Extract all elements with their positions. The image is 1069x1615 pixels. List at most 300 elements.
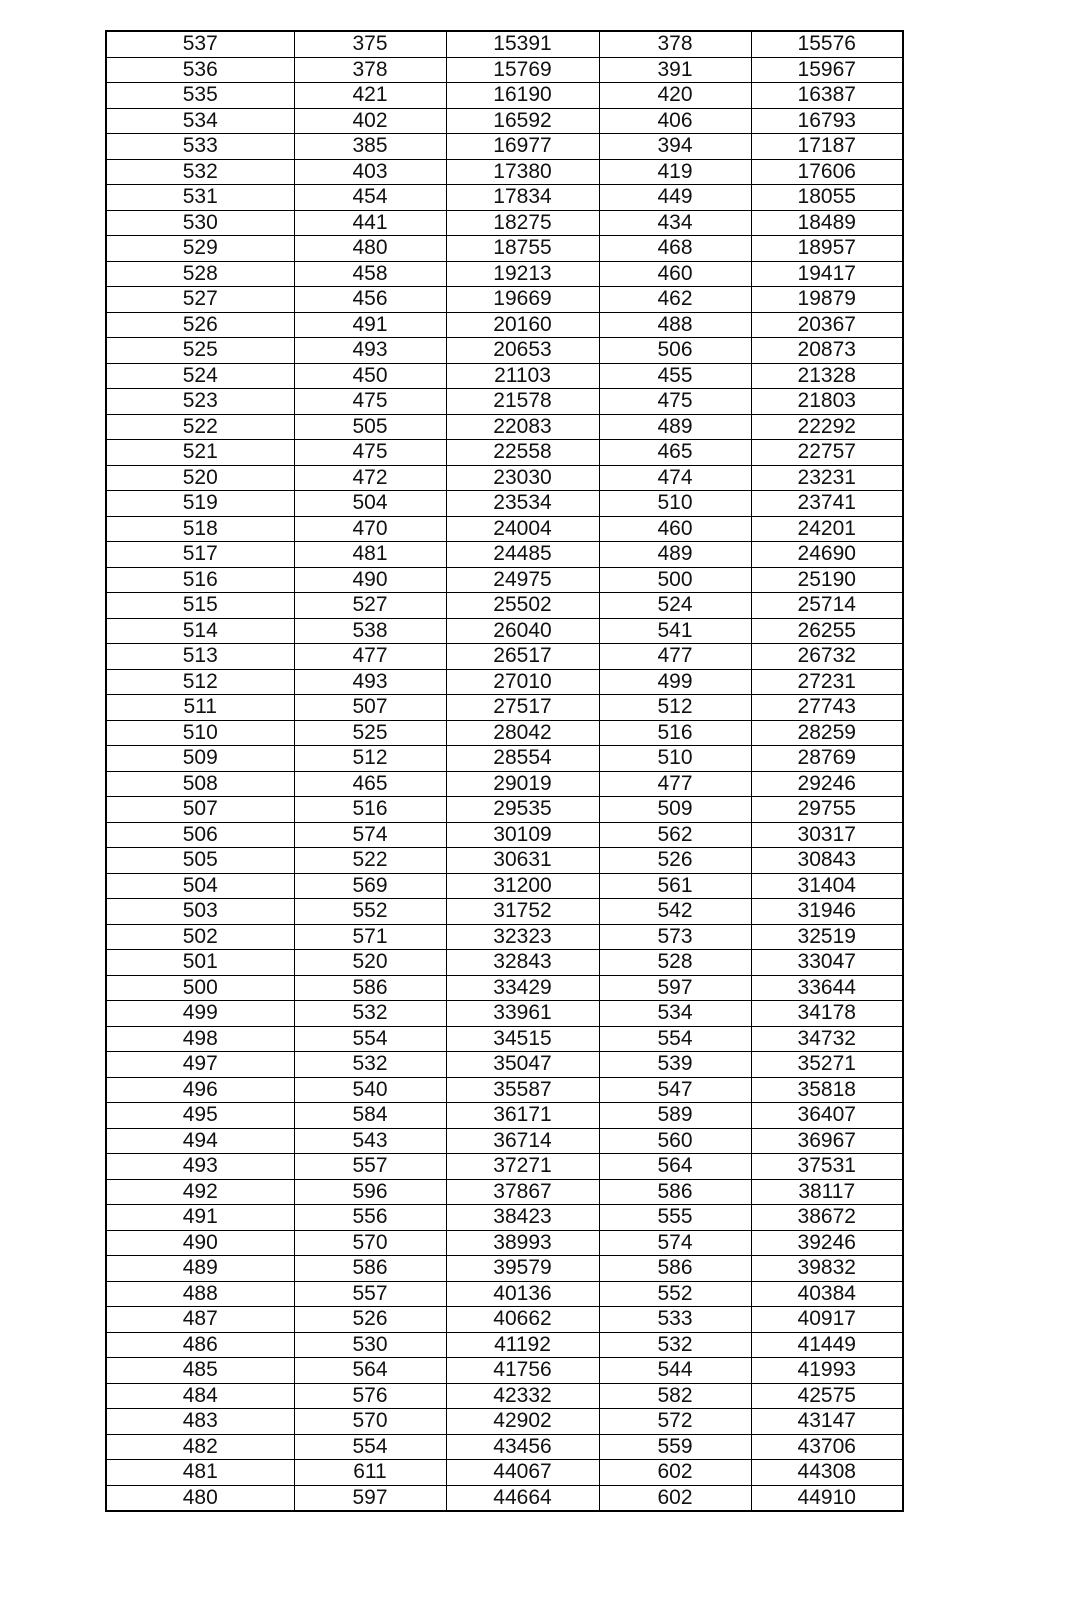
count-a-cell: 557 xyxy=(294,1281,446,1307)
cumulative-a-cell: 23030 xyxy=(446,465,599,491)
table-body xyxy=(106,31,903,1511)
score-cell: 484 xyxy=(106,1383,294,1409)
cumulative-a-cell: 24975 xyxy=(446,567,599,593)
count-b-cell: 465 xyxy=(599,440,751,466)
count-b-cell: 560 xyxy=(599,1128,751,1154)
count-b-cell: 474 xyxy=(599,465,751,491)
count-b-cell: 394 xyxy=(599,134,751,160)
score-cell: 498 xyxy=(106,1026,294,1052)
table-row xyxy=(106,414,903,440)
count-a-cell: 475 xyxy=(294,440,446,466)
cumulative-b-cell: 21803 xyxy=(751,389,903,415)
cumulative-b-cell: 43147 xyxy=(751,1409,903,1435)
count-a-cell: 532 xyxy=(294,1052,446,1078)
count-b-cell: 419 xyxy=(599,159,751,185)
table-row xyxy=(106,210,903,236)
score-cell: 505 xyxy=(106,848,294,874)
cumulative-b-cell: 41449 xyxy=(751,1332,903,1358)
table-row xyxy=(106,771,903,797)
count-b-cell: 510 xyxy=(599,491,751,517)
table-row xyxy=(106,695,903,721)
table-row xyxy=(106,950,903,976)
cumulative-b-cell: 19879 xyxy=(751,287,903,313)
cumulative-b-cell: 29755 xyxy=(751,797,903,823)
score-cell: 530 xyxy=(106,210,294,236)
count-b-cell: 526 xyxy=(599,848,751,874)
score-cell: 481 xyxy=(106,1460,294,1486)
table-row xyxy=(106,899,903,925)
cumulative-a-cell: 35047 xyxy=(446,1052,599,1078)
table-row xyxy=(106,389,903,415)
cumulative-b-cell: 35818 xyxy=(751,1077,903,1103)
count-b-cell: 468 xyxy=(599,236,751,262)
count-a-cell: 570 xyxy=(294,1409,446,1435)
count-a-cell: 516 xyxy=(294,797,446,823)
cumulative-b-cell: 36407 xyxy=(751,1103,903,1129)
count-b-cell: 462 xyxy=(599,287,751,313)
count-a-cell: 480 xyxy=(294,236,446,262)
count-a-cell: 375 xyxy=(294,31,446,57)
count-a-cell: 491 xyxy=(294,312,446,338)
cumulative-a-cell: 17834 xyxy=(446,185,599,211)
count-a-cell: 576 xyxy=(294,1383,446,1409)
score-cell: 512 xyxy=(106,669,294,695)
count-b-cell: 532 xyxy=(599,1332,751,1358)
count-b-cell: 547 xyxy=(599,1077,751,1103)
score-cell: 513 xyxy=(106,644,294,670)
cumulative-a-cell: 36171 xyxy=(446,1103,599,1129)
cumulative-a-cell: 34515 xyxy=(446,1026,599,1052)
count-b-cell: 489 xyxy=(599,542,751,568)
cumulative-b-cell: 40384 xyxy=(751,1281,903,1307)
table-row xyxy=(106,618,903,644)
table-row xyxy=(106,1358,903,1384)
score-cell: 491 xyxy=(106,1205,294,1231)
table-row xyxy=(106,159,903,185)
cumulative-b-cell: 22757 xyxy=(751,440,903,466)
score-cell: 519 xyxy=(106,491,294,517)
cumulative-b-cell: 44910 xyxy=(751,1485,903,1511)
score-cell: 495 xyxy=(106,1103,294,1129)
cumulative-a-cell: 17380 xyxy=(446,159,599,185)
score-cell: 507 xyxy=(106,797,294,823)
cumulative-b-cell: 30843 xyxy=(751,848,903,874)
cumulative-a-cell: 37867 xyxy=(446,1179,599,1205)
score-cell: 504 xyxy=(106,873,294,899)
score-cell: 497 xyxy=(106,1052,294,1078)
cumulative-a-cell: 20653 xyxy=(446,338,599,364)
table-row xyxy=(106,363,903,389)
count-b-cell: 572 xyxy=(599,1409,751,1435)
cumulative-a-cell: 42902 xyxy=(446,1409,599,1435)
table-row xyxy=(106,57,903,83)
table-row xyxy=(106,1179,903,1205)
cumulative-a-cell: 44664 xyxy=(446,1485,599,1511)
count-a-cell: 472 xyxy=(294,465,446,491)
count-b-cell: 512 xyxy=(599,695,751,721)
count-a-cell: 611 xyxy=(294,1460,446,1486)
table-row xyxy=(106,440,903,466)
table-row xyxy=(106,542,903,568)
cumulative-b-cell: 18489 xyxy=(751,210,903,236)
cumulative-b-cell: 43706 xyxy=(751,1434,903,1460)
count-b-cell: 488 xyxy=(599,312,751,338)
cumulative-a-cell: 18755 xyxy=(446,236,599,262)
count-a-cell: 586 xyxy=(294,1256,446,1282)
cumulative-b-cell: 31946 xyxy=(751,899,903,925)
table-row xyxy=(106,516,903,542)
cumulative-a-cell: 44067 xyxy=(446,1460,599,1486)
cumulative-a-cell: 24485 xyxy=(446,542,599,568)
count-a-cell: 526 xyxy=(294,1307,446,1333)
table-row xyxy=(106,1230,903,1256)
table-row xyxy=(106,797,903,823)
count-b-cell: 574 xyxy=(599,1230,751,1256)
count-b-cell: 477 xyxy=(599,644,751,670)
score-cell: 535 xyxy=(106,83,294,109)
score-cell: 536 xyxy=(106,57,294,83)
count-b-cell: 562 xyxy=(599,822,751,848)
count-a-cell: 540 xyxy=(294,1077,446,1103)
table-row xyxy=(106,669,903,695)
score-cell: 502 xyxy=(106,924,294,950)
table-row xyxy=(106,1409,903,1435)
count-b-cell: 552 xyxy=(599,1281,751,1307)
count-a-cell: 574 xyxy=(294,822,446,848)
table-row xyxy=(106,975,903,1001)
cumulative-a-cell: 40136 xyxy=(446,1281,599,1307)
cumulative-b-cell: 24201 xyxy=(751,516,903,542)
count-b-cell: 541 xyxy=(599,618,751,644)
count-a-cell: 596 xyxy=(294,1179,446,1205)
score-cell: 501 xyxy=(106,950,294,976)
count-a-cell: 490 xyxy=(294,567,446,593)
count-a-cell: 470 xyxy=(294,516,446,542)
count-b-cell: 561 xyxy=(599,873,751,899)
cumulative-b-cell: 16793 xyxy=(751,108,903,134)
cumulative-b-cell: 22292 xyxy=(751,414,903,440)
score-cell: 483 xyxy=(106,1409,294,1435)
score-cell: 520 xyxy=(106,465,294,491)
count-a-cell: 477 xyxy=(294,644,446,670)
count-a-cell: 378 xyxy=(294,57,446,83)
table-row xyxy=(106,491,903,517)
cumulative-a-cell: 16190 xyxy=(446,83,599,109)
score-cell: 517 xyxy=(106,542,294,568)
cumulative-b-cell: 41993 xyxy=(751,1358,903,1384)
count-b-cell: 506 xyxy=(599,338,751,364)
table-row xyxy=(106,1256,903,1282)
count-a-cell: 543 xyxy=(294,1128,446,1154)
cumulative-b-cell: 16387 xyxy=(751,83,903,109)
count-b-cell: 597 xyxy=(599,975,751,1001)
score-cell: 508 xyxy=(106,771,294,797)
score-cell: 509 xyxy=(106,746,294,772)
cumulative-b-cell: 18055 xyxy=(751,185,903,211)
cumulative-b-cell: 37531 xyxy=(751,1154,903,1180)
cumulative-a-cell: 26517 xyxy=(446,644,599,670)
count-b-cell: 539 xyxy=(599,1052,751,1078)
table-row xyxy=(106,567,903,593)
score-cell: 500 xyxy=(106,975,294,1001)
cumulative-a-cell: 28554 xyxy=(446,746,599,772)
table-row xyxy=(106,312,903,338)
cumulative-a-cell: 38993 xyxy=(446,1230,599,1256)
cumulative-a-cell: 41192 xyxy=(446,1332,599,1358)
cumulative-a-cell: 31752 xyxy=(446,899,599,925)
score-cell: 537 xyxy=(106,31,294,57)
count-b-cell: 475 xyxy=(599,389,751,415)
table-row xyxy=(106,134,903,160)
count-b-cell: 406 xyxy=(599,108,751,134)
count-a-cell: 385 xyxy=(294,134,446,160)
score-cell: 534 xyxy=(106,108,294,134)
score-cell: 533 xyxy=(106,134,294,160)
score-cell: 485 xyxy=(106,1358,294,1384)
count-b-cell: 534 xyxy=(599,1001,751,1027)
count-b-cell: 533 xyxy=(599,1307,751,1333)
cumulative-a-cell: 16977 xyxy=(446,134,599,160)
count-b-cell: 391 xyxy=(599,57,751,83)
cumulative-a-cell: 19669 xyxy=(446,287,599,313)
table-row xyxy=(106,83,903,109)
count-b-cell: 559 xyxy=(599,1434,751,1460)
table-row xyxy=(106,338,903,364)
cumulative-a-cell: 29535 xyxy=(446,797,599,823)
score-cell: 488 xyxy=(106,1281,294,1307)
score-cell: 522 xyxy=(106,414,294,440)
score-cell: 486 xyxy=(106,1332,294,1358)
cumulative-a-cell: 29019 xyxy=(446,771,599,797)
count-b-cell: 510 xyxy=(599,746,751,772)
score-cell: 518 xyxy=(106,516,294,542)
cumulative-a-cell: 43456 xyxy=(446,1434,599,1460)
score-cell: 514 xyxy=(106,618,294,644)
table-row xyxy=(106,1383,903,1409)
count-b-cell: 449 xyxy=(599,185,751,211)
cumulative-b-cell: 26732 xyxy=(751,644,903,670)
table-row xyxy=(106,1460,903,1486)
cumulative-b-cell: 18957 xyxy=(751,236,903,262)
count-b-cell: 555 xyxy=(599,1205,751,1231)
cumulative-a-cell: 31200 xyxy=(446,873,599,899)
count-b-cell: 489 xyxy=(599,414,751,440)
count-a-cell: 586 xyxy=(294,975,446,1001)
cumulative-a-cell: 36714 xyxy=(446,1128,599,1154)
cumulative-b-cell: 20367 xyxy=(751,312,903,338)
cumulative-a-cell: 21103 xyxy=(446,363,599,389)
table-row xyxy=(106,1026,903,1052)
cumulative-a-cell: 21578 xyxy=(446,389,599,415)
table-row xyxy=(106,644,903,670)
table-row xyxy=(106,1307,903,1333)
table-row xyxy=(106,287,903,313)
cumulative-b-cell: 27743 xyxy=(751,695,903,721)
count-a-cell: 538 xyxy=(294,618,446,644)
count-a-cell: 569 xyxy=(294,873,446,899)
count-a-cell: 520 xyxy=(294,950,446,976)
count-b-cell: 516 xyxy=(599,720,751,746)
cumulative-a-cell: 18275 xyxy=(446,210,599,236)
count-a-cell: 505 xyxy=(294,414,446,440)
cumulative-b-cell: 25190 xyxy=(751,567,903,593)
count-a-cell: 552 xyxy=(294,899,446,925)
count-b-cell: 554 xyxy=(599,1026,751,1052)
count-a-cell: 402 xyxy=(294,108,446,134)
count-a-cell: 465 xyxy=(294,771,446,797)
cumulative-b-cell: 33644 xyxy=(751,975,903,1001)
count-b-cell: 602 xyxy=(599,1460,751,1486)
count-a-cell: 570 xyxy=(294,1230,446,1256)
count-a-cell: 584 xyxy=(294,1103,446,1129)
table-row xyxy=(106,720,903,746)
cumulative-b-cell: 29246 xyxy=(751,771,903,797)
table-row xyxy=(106,746,903,772)
table-row xyxy=(106,185,903,211)
score-cell: 528 xyxy=(106,261,294,287)
score-cell: 494 xyxy=(106,1128,294,1154)
count-a-cell: 557 xyxy=(294,1154,446,1180)
count-b-cell: 573 xyxy=(599,924,751,950)
cumulative-b-cell: 17606 xyxy=(751,159,903,185)
cumulative-b-cell: 40917 xyxy=(751,1307,903,1333)
score-cell: 487 xyxy=(106,1307,294,1333)
count-a-cell: 504 xyxy=(294,491,446,517)
table-row xyxy=(106,108,903,134)
count-a-cell: 564 xyxy=(294,1358,446,1384)
cumulative-b-cell: 21328 xyxy=(751,363,903,389)
count-b-cell: 460 xyxy=(599,516,751,542)
cumulative-a-cell: 42332 xyxy=(446,1383,599,1409)
score-cell: 490 xyxy=(106,1230,294,1256)
table-row xyxy=(106,924,903,950)
cumulative-a-cell: 16592 xyxy=(446,108,599,134)
count-b-cell: 378 xyxy=(599,31,751,57)
count-b-cell: 586 xyxy=(599,1256,751,1282)
table-row xyxy=(106,822,903,848)
score-cell: 511 xyxy=(106,695,294,721)
score-cell: 525 xyxy=(106,338,294,364)
cumulative-b-cell: 30317 xyxy=(751,822,903,848)
table-row xyxy=(106,1154,903,1180)
cumulative-a-cell: 35587 xyxy=(446,1077,599,1103)
cumulative-b-cell: 24690 xyxy=(751,542,903,568)
score-cell: 493 xyxy=(106,1154,294,1180)
cumulative-b-cell: 31404 xyxy=(751,873,903,899)
cumulative-a-cell: 40662 xyxy=(446,1307,599,1333)
cumulative-a-cell: 28042 xyxy=(446,720,599,746)
cumulative-a-cell: 27010 xyxy=(446,669,599,695)
cumulative-b-cell: 23741 xyxy=(751,491,903,517)
table-row xyxy=(106,1128,903,1154)
count-a-cell: 522 xyxy=(294,848,446,874)
score-cell: 496 xyxy=(106,1077,294,1103)
cumulative-a-cell: 37271 xyxy=(446,1154,599,1180)
count-a-cell: 493 xyxy=(294,338,446,364)
cumulative-a-cell: 33961 xyxy=(446,1001,599,1027)
count-b-cell: 420 xyxy=(599,83,751,109)
cumulative-a-cell: 27517 xyxy=(446,695,599,721)
cumulative-a-cell: 24004 xyxy=(446,516,599,542)
cumulative-b-cell: 32519 xyxy=(751,924,903,950)
cumulative-b-cell: 20873 xyxy=(751,338,903,364)
table-row xyxy=(106,873,903,899)
count-b-cell: 500 xyxy=(599,567,751,593)
count-a-cell: 597 xyxy=(294,1485,446,1511)
cumulative-b-cell: 15967 xyxy=(751,57,903,83)
score-cell: 526 xyxy=(106,312,294,338)
cumulative-b-cell: 19417 xyxy=(751,261,903,287)
score-distribution-table xyxy=(105,30,904,1512)
cumulative-a-cell: 20160 xyxy=(446,312,599,338)
cumulative-a-cell: 30631 xyxy=(446,848,599,874)
cumulative-a-cell: 41756 xyxy=(446,1358,599,1384)
cumulative-b-cell: 28769 xyxy=(751,746,903,772)
count-a-cell: 475 xyxy=(294,389,446,415)
cumulative-b-cell: 25714 xyxy=(751,593,903,619)
score-cell: 515 xyxy=(106,593,294,619)
table-row xyxy=(106,236,903,262)
cumulative-b-cell: 35271 xyxy=(751,1052,903,1078)
cumulative-b-cell: 27231 xyxy=(751,669,903,695)
count-a-cell: 532 xyxy=(294,1001,446,1027)
count-a-cell: 507 xyxy=(294,695,446,721)
cumulative-a-cell: 32843 xyxy=(446,950,599,976)
count-a-cell: 527 xyxy=(294,593,446,619)
count-a-cell: 458 xyxy=(294,261,446,287)
table-row xyxy=(106,1281,903,1307)
score-cell: 499 xyxy=(106,1001,294,1027)
score-cell: 527 xyxy=(106,287,294,313)
cumulative-a-cell: 15769 xyxy=(446,57,599,83)
count-a-cell: 403 xyxy=(294,159,446,185)
count-a-cell: 454 xyxy=(294,185,446,211)
cumulative-b-cell: 42575 xyxy=(751,1383,903,1409)
table-row xyxy=(106,261,903,287)
cumulative-a-cell: 32323 xyxy=(446,924,599,950)
score-cell: 489 xyxy=(106,1256,294,1282)
count-a-cell: 554 xyxy=(294,1026,446,1052)
count-a-cell: 512 xyxy=(294,746,446,772)
score-cell: 521 xyxy=(106,440,294,466)
count-a-cell: 481 xyxy=(294,542,446,568)
count-b-cell: 542 xyxy=(599,899,751,925)
cumulative-a-cell: 19213 xyxy=(446,261,599,287)
count-a-cell: 493 xyxy=(294,669,446,695)
table-row xyxy=(106,1077,903,1103)
count-a-cell: 456 xyxy=(294,287,446,313)
count-b-cell: 586 xyxy=(599,1179,751,1205)
cumulative-b-cell: 17187 xyxy=(751,134,903,160)
cumulative-a-cell: 38423 xyxy=(446,1205,599,1231)
cumulative-b-cell: 44308 xyxy=(751,1460,903,1486)
score-cell: 510 xyxy=(106,720,294,746)
score-cell: 531 xyxy=(106,185,294,211)
cumulative-b-cell: 33047 xyxy=(751,950,903,976)
count-a-cell: 554 xyxy=(294,1434,446,1460)
table-row xyxy=(106,593,903,619)
count-b-cell: 499 xyxy=(599,669,751,695)
table-row xyxy=(106,1332,903,1358)
cumulative-b-cell: 28259 xyxy=(751,720,903,746)
table-row xyxy=(106,1052,903,1078)
count-b-cell: 564 xyxy=(599,1154,751,1180)
score-cell: 523 xyxy=(106,389,294,415)
count-b-cell: 582 xyxy=(599,1383,751,1409)
score-cell: 524 xyxy=(106,363,294,389)
count-b-cell: 460 xyxy=(599,261,751,287)
table-row xyxy=(106,1434,903,1460)
